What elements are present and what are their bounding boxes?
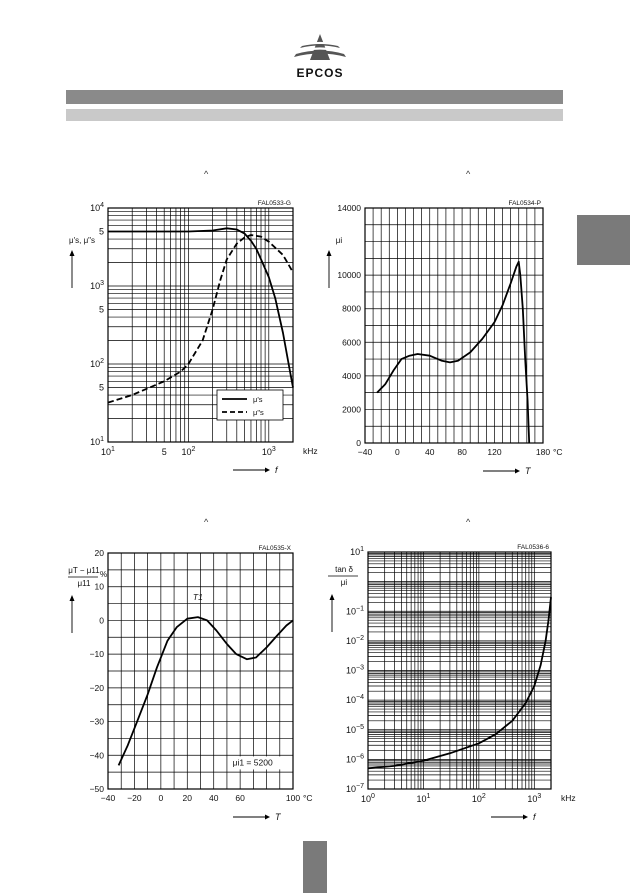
y-tick-label: 10: [94, 581, 104, 592]
x-tick-label: 0: [158, 793, 164, 803]
y-axis-label-denominator: μ11: [77, 579, 91, 588]
y-tick-label: $10^1$: [350, 546, 364, 557]
y-tick-label: −50: [89, 784, 104, 794]
figure-code: FAL0533-G: [257, 200, 291, 207]
x-tick-label: 80: [457, 447, 467, 457]
annotation-box-label: μi1 = 5200: [232, 757, 273, 768]
x-axis-arrowhead: [515, 469, 520, 474]
y-tick-label: $10^{-2}$: [346, 634, 364, 646]
legend-box: [217, 390, 283, 420]
figure-code: FAL0536-6: [517, 544, 549, 551]
x-axis-arrowhead: [265, 468, 270, 473]
x-tick-label: 100: [285, 793, 301, 803]
y-axis-label-numerator: μT − μ11: [68, 566, 100, 575]
x-tick-label: $10^3$: [527, 793, 542, 804]
x-axis-label: f: [533, 812, 536, 822]
x-tick-label: $10^1$: [101, 446, 115, 457]
caret-mark: ^: [466, 517, 471, 527]
y-tick-label: $10^2$: [90, 358, 104, 369]
x-tick-label: 40: [208, 793, 219, 803]
y-axis-arrowhead: [327, 250, 332, 256]
y-axis-label-numerator: tan δ: [335, 565, 353, 574]
y-axis-label: μ's, μ"s: [68, 236, 96, 245]
grid-lines: [368, 552, 551, 789]
x-tick-label: $10^1$: [416, 793, 431, 804]
legend-label: μ"s: [253, 408, 264, 417]
y-tick-label: 8000: [342, 303, 361, 314]
y-tick-label: −40: [89, 750, 104, 761]
legend-label: μ's: [253, 395, 263, 404]
x-tick-label: 60: [235, 793, 245, 803]
peak-annotation-label: T1: [192, 592, 203, 603]
y-tick-label: −10: [89, 649, 104, 660]
y-axis-arrowhead: [330, 594, 335, 600]
y-axis-label-denominator: μi: [340, 578, 348, 587]
x-axis-label: T: [275, 812, 281, 822]
y-tick-label: 0: [356, 438, 361, 448]
x-axis-unit: kHz: [561, 793, 576, 803]
y-tick-label: 20: [94, 548, 104, 558]
y-tick-label: $10^{-3}$: [346, 664, 364, 676]
figure-code: FAL0534-P: [508, 200, 541, 207]
caret-mark: ^: [204, 517, 209, 527]
x-tick-label: $10^2$: [181, 446, 196, 457]
y-tick-label: $10^{-5}$: [346, 723, 364, 735]
y-tick-label: 6000: [342, 337, 361, 348]
x-axis-arrowhead: [265, 815, 270, 820]
y-tick-label: $10^{-1}$: [346, 605, 364, 617]
x-tick-label: 180: [535, 447, 551, 457]
y-tick-label: 5: [98, 304, 104, 315]
x-tick-label: −40: [357, 447, 373, 457]
caret-mark: ^: [204, 169, 209, 179]
caret-mark: ^: [466, 169, 471, 179]
y-axis-arrowhead: [70, 250, 75, 256]
y-tick-label: 0: [99, 615, 104, 626]
x-axis-label: T: [525, 466, 531, 476]
y-tick-label: $10^3$: [90, 280, 104, 291]
y-tick-label: −20: [89, 682, 104, 693]
x-axis-unit: °C: [303, 793, 313, 803]
y-tick-label: 5: [98, 226, 104, 237]
x-tick-label: 5: [161, 447, 167, 457]
y-tick-label: 14000: [337, 203, 361, 213]
y-tick-label: 5: [98, 382, 104, 393]
y-tick-label: $10^{-6}$: [346, 753, 364, 765]
figure-code: FAL0535-X: [258, 545, 291, 552]
x-tick-label: 20: [182, 793, 193, 803]
y-tick-label: 2000: [342, 404, 361, 415]
y-tick-label: $10^1$: [90, 436, 104, 447]
y-axis-arrowhead: [70, 595, 75, 601]
y-tick-label: 4000: [342, 370, 361, 381]
x-tick-label: −40: [100, 793, 116, 803]
grid-lines: [365, 208, 543, 443]
x-tick-label: $10^3$: [261, 446, 276, 457]
grid-lines: [108, 553, 293, 789]
x-tick-label: $10^0$: [361, 793, 375, 804]
x-tick-label: $10^2$: [471, 793, 486, 804]
x-axis-label: f: [275, 465, 278, 475]
x-axis-unit: kHz: [303, 446, 318, 456]
x-tick-label: −20: [127, 793, 142, 803]
x-tick-label: 120: [487, 447, 502, 457]
series-line: [377, 262, 529, 443]
x-tick-label: 0: [394, 447, 400, 457]
x-tick-label: 40: [424, 447, 435, 457]
y-tick-label: $10^4$: [90, 202, 104, 213]
y-tick-label: $10^{-7}$: [346, 783, 364, 794]
y-axis-label: μi: [335, 236, 343, 245]
x-axis-unit: °C: [553, 447, 563, 457]
y-tick-label: −30: [89, 716, 104, 727]
y-tick-label: $10^{-4}$: [346, 694, 364, 706]
y-tick-label: 10000: [337, 270, 361, 281]
brand-name: EPCOS: [296, 66, 344, 80]
x-axis-arrowhead: [523, 815, 528, 820]
y-axis-unit: %: [100, 570, 108, 579]
